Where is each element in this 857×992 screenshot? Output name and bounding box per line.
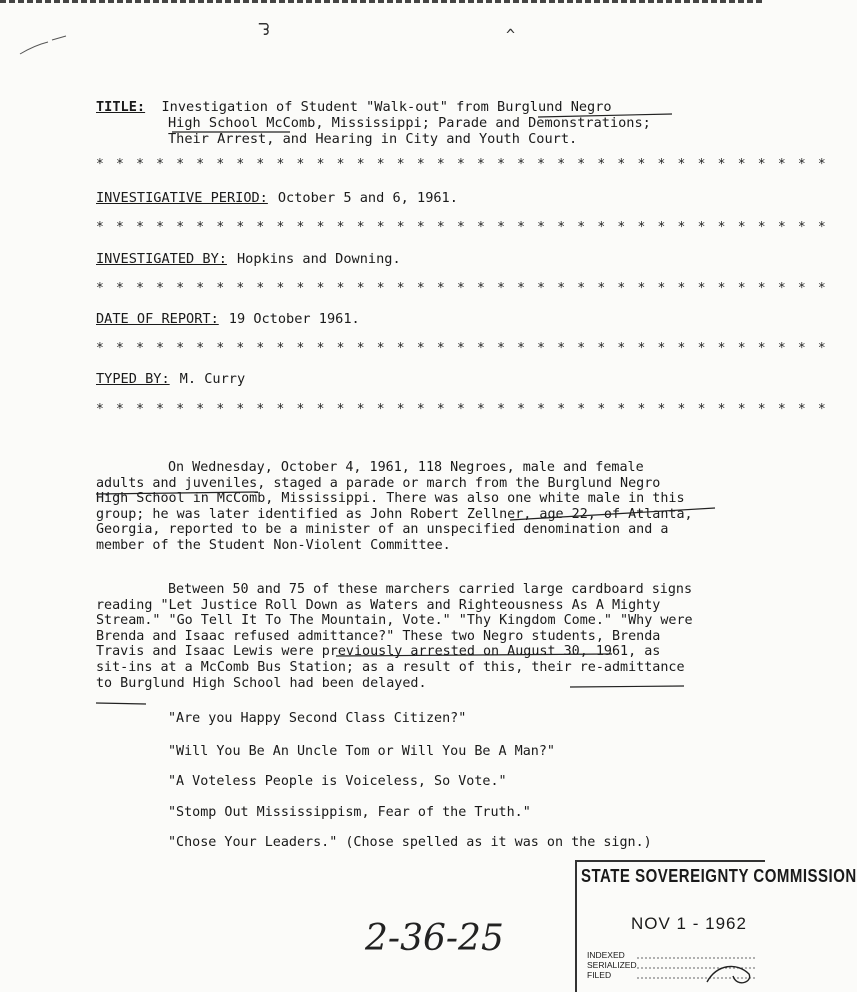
typed-by-label: TYPED BY: xyxy=(96,371,170,387)
paragraph-text: On Wednesday, October 4, 1961, 118 Negroes, male and female adults and juveniles, staged a parade or march from the Burglund Negro High School in McComb, Mississippi. There was also one white male in this group; he was later identified as John Robert Zellner, age 22, of Atlanta, Georgia, reported to be a minister of an unspecified denomination and a member of the Student Non-Violent Committee. xyxy=(96,460,693,553)
sign-quote: "Will You Be An Uncle Tom or Will You Be A Man?" xyxy=(168,744,555,759)
star-divider: * * * * * * * * * * * * * * * * * * * * * * * * * * * * * * * * * * * * * xyxy=(96,157,828,172)
investigated-by-value: Hopkins and Downing. xyxy=(236,251,401,267)
date-of-report xyxy=(96,311,360,327)
sign-quote: "Chose Your Leaders." (Chose spelled as it was on the sign.) xyxy=(168,835,652,850)
date-of-report-label: DATE OF REPORT: xyxy=(96,311,219,327)
star-divider: * * * * * * * * * * * * * * * * * * * * * * * * * * * * * * * * * * * * * xyxy=(96,220,828,235)
stamp-filed: FILED xyxy=(587,970,612,980)
investigative-period xyxy=(96,190,458,206)
margin-scribble xyxy=(18,34,70,58)
stamp-indexed: INDEXED xyxy=(587,950,625,960)
top-border-line xyxy=(0,0,763,3)
star-divider: * * * * * * * * * * * * * * * * * * * * * * * * * * * * * * * * * * * * * xyxy=(96,281,828,296)
date-of-report-value: 19 October 1961. xyxy=(228,311,360,327)
title-line-3: Their Arrest, and Hearing in City and Youth Court. xyxy=(168,131,578,147)
title-block xyxy=(96,99,716,147)
top-handwritten-mark: ᘊ xyxy=(258,20,270,39)
star-divider: * * * * * * * * * * * * * * * * * * * * * * * * * * * * * * * * * * * * * xyxy=(96,341,828,356)
star-divider: * * * * * * * * * * * * * * * * * * * * * * * * * * * * * * * * * * * * * xyxy=(96,402,828,417)
caret-mark: ^ xyxy=(506,26,516,44)
stamp-date: NOV 1 - 1962 xyxy=(631,914,747,933)
paragraph-2 xyxy=(96,582,696,691)
title-line-2: High School McComb, Mississippi; Parade and Demonstrations; xyxy=(168,115,651,131)
sign-quote: "A Voteless People is Voiceless, So Vote." xyxy=(168,774,507,789)
title-line-1 xyxy=(96,99,716,115)
stamp-dotted-lines xyxy=(637,954,761,990)
title-text-1: Investigation of Student "Walk-out" from Burglund Negro xyxy=(161,99,612,115)
investigative-period-value: October 5 and 6, 1961. xyxy=(277,190,458,206)
paragraph-text: Between 50 and 75 of these marchers carried large cardboard signs reading "Let Justice Roll Down as Waters and Righteousness As A Mighty Stream." "Go Tell It To The Mountain, Vote." "Thy Kingdom Come." "Why were Brenda and Isaac refused admittance?" These two Negro students, Brenda Travis and Isaac Lewis were previously arrested on August 30, 1961, as sit-ins at a McComb Bus Station; as a result of this, their re-admittance to Burglund High School had been delayed. xyxy=(96,582,693,691)
title-label: TITLE: xyxy=(96,99,146,115)
handwritten-file-number: 2-36-25 xyxy=(365,918,504,959)
typed-by-value: M. Curry xyxy=(179,371,246,387)
stamp-title: STATE SOVEREIGNTY COMMISSION xyxy=(581,865,857,888)
sign-quote: "Are you Happy Second Class Citizen?" xyxy=(168,711,467,726)
investigative-period-label: INVESTIGATIVE PERIOD: xyxy=(96,190,268,206)
paragraph-1 xyxy=(96,460,696,554)
sign-quote: "Stomp Out Mississippism, Fear of the Truth." xyxy=(168,805,531,820)
state-sovereignty-stamp xyxy=(575,860,857,992)
typed-by xyxy=(96,371,245,387)
investigated-by xyxy=(96,251,401,267)
stamp-serialized: SERIALIZED xyxy=(587,960,637,970)
investigated-by-label: INVESTIGATED BY: xyxy=(96,251,227,267)
